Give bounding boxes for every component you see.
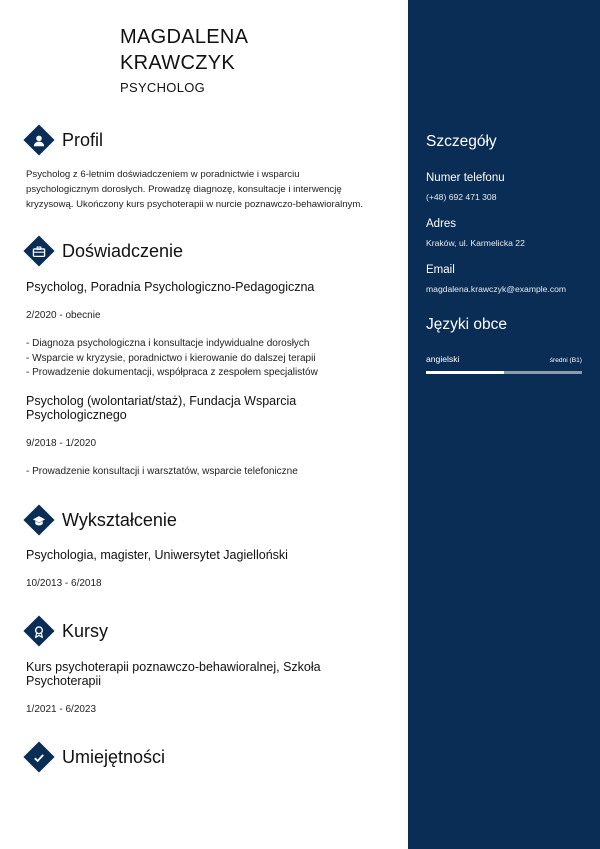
section-title: Profil	[62, 129, 104, 150]
candidate-name	[120, 24, 248, 76]
job-title-line: Psycholog (wolontariat/staż), Fundacja Wsparcia	[26, 394, 297, 408]
user-icon	[23, 124, 54, 155]
course-entry-dates: 1/2021 - 6/2023	[26, 704, 97, 715]
course-title-line: Kurs psychoterapii poznawczo-behawioralnej, Szkoła	[26, 660, 321, 674]
list-item: - Prowadzenie dokumentacji, współpraca z zespołem specjalistów	[26, 367, 318, 378]
section-header-experience	[22, 234, 183, 268]
profile-line: Psycholog z 6-letnim doświadczeniem w poradnictwie i wsparciu	[26, 169, 300, 180]
phone-label: Numer telefonu	[426, 172, 505, 184]
profile-line: kryzysową. Ukończony kurs psychoterapii w nurcie poznawczo-behawioralnym.	[26, 199, 363, 210]
language-proficiency-bar	[426, 371, 582, 374]
job-title: PSYCHOLOG	[120, 80, 206, 95]
education-entry-dates: 10/2013 - 6/2018	[26, 578, 102, 589]
sidebar	[408, 0, 600, 849]
section-title: Wykształcenie	[62, 509, 177, 530]
address-label: Adres	[426, 218, 457, 230]
language-name: angielski	[426, 354, 460, 364]
email-label: Email	[426, 264, 455, 276]
section-header-skills	[22, 740, 165, 774]
first-name: MAGDALENA	[120, 26, 249, 48]
job-entry-dates: 2/2020 - obecnie	[26, 310, 101, 321]
graduation-cap-icon	[23, 504, 54, 535]
languages-title: Języki obce	[426, 316, 507, 333]
section-header-education	[22, 503, 177, 537]
language-level: średni (B1)	[549, 357, 582, 364]
profile-summary	[26, 167, 386, 212]
job-entry-title	[26, 394, 386, 422]
job-entry-dates: 9/2018 - 1/2020	[26, 438, 97, 449]
section-header-courses	[22, 614, 108, 648]
list-item: - Wsparcie w kryzysie, poradnictwo i kierowanie do dalszej terapii	[26, 352, 316, 364]
address-value: Kraków, ul. Karmelicka 22	[426, 238, 525, 248]
section-title: Kursy	[62, 620, 109, 641]
section-title: Umiejętności	[62, 746, 166, 767]
section-title: Doświadczenie	[62, 240, 184, 261]
email-value: magdalena.krawczyk@example.com	[426, 284, 567, 294]
award-icon	[23, 615, 54, 646]
job-title-line: Psychologicznego	[26, 408, 127, 422]
course-title-line: Psychoterapii	[26, 674, 102, 688]
list-item: - Prowadzenie konsultacji i warsztatów, wsparcie telefoniczne	[26, 466, 298, 477]
language-row	[426, 354, 582, 364]
briefcase-icon	[23, 235, 54, 266]
job-entry-title: Psycholog, Poradnia Psychologiczno-Pedagogiczna	[26, 280, 315, 294]
section-header-profile	[22, 123, 103, 157]
last-name: KRAWCZYK	[120, 52, 235, 74]
list-item: - Diagnoza psychologiczna i konsultacje indywidualne dorosłych	[26, 338, 310, 349]
phone-value: (+48) 692 471 308	[426, 192, 497, 202]
course-entry-title	[26, 660, 386, 688]
education-entry-title: Psychologia, magister, Uniwersytet Jagielloński	[26, 548, 288, 562]
job-entry-bullets	[26, 465, 386, 480]
profile-line: psychologicznym dorosłych. Prowadzę diagnozę, konsultacje i interwencję	[26, 184, 342, 195]
check-icon	[23, 741, 54, 772]
job-entry-bullets	[26, 337, 386, 381]
details-title: Szczegóły	[426, 133, 497, 150]
language-proficiency-fill	[426, 371, 504, 374]
